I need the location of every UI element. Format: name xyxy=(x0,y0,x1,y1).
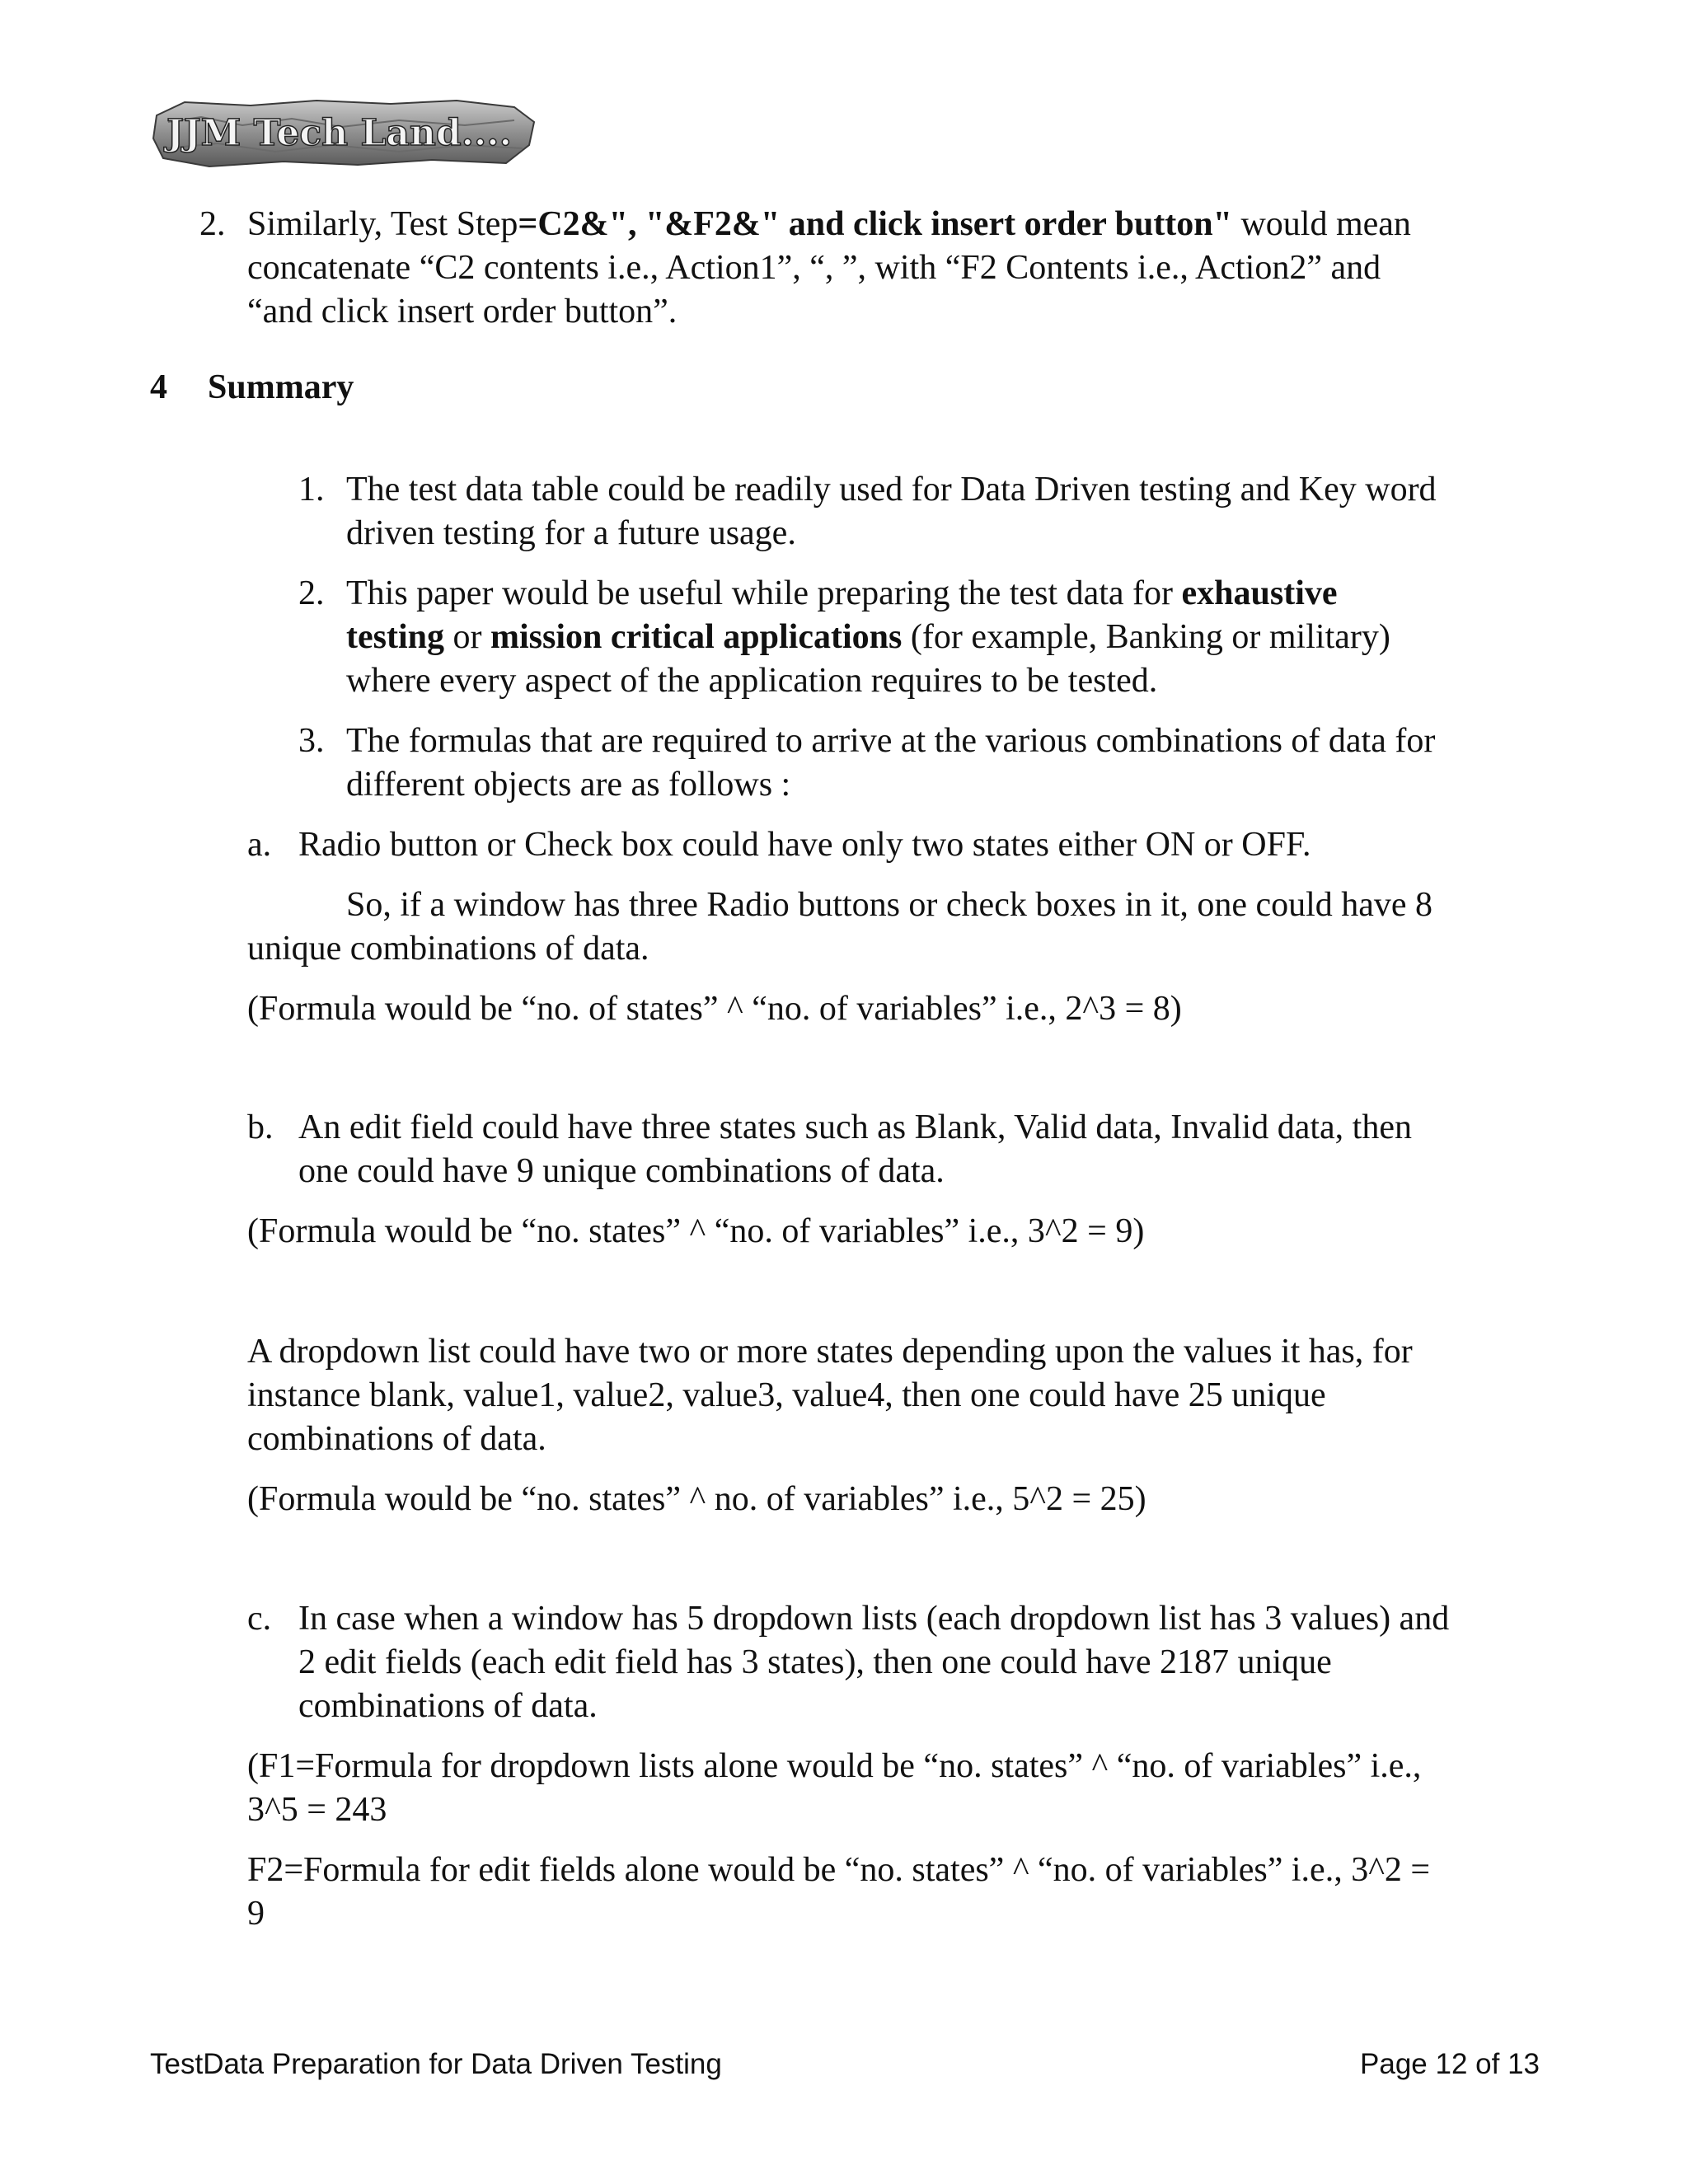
sub-b-line1: An edit field could have three states such as Blank, Valid data, Invalid data, then xyxy=(298,1108,1412,1146)
sub-c-line1: In case when a window has 5 dropdown lists (each dropdown list has 3 values) and xyxy=(298,1600,1450,1638)
summary-item-2-line2 xyxy=(346,616,1390,659)
footer-title: TestData Preparation for Data Driven Testing xyxy=(150,2048,722,2080)
intro-line1-post: would mean xyxy=(1231,205,1411,243)
sub-c-f2-line2: 9 xyxy=(247,1895,265,1933)
sub-b-formula: (Formula would be “no. states” ^ “no. of variables” i.e., 3^2 = 9) xyxy=(247,1212,1145,1250)
sub-b-letter: b. xyxy=(247,1108,274,1146)
summary-2-line2-post: (for example, Banking or military) xyxy=(902,618,1390,656)
dropdown-line2: instance blank, value1, value2, value3, value4, then one could have 25 unique xyxy=(247,1376,1326,1414)
summary-item-3-number: 3. xyxy=(298,722,325,760)
summary-item-3-line1: The formulas that are required to arrive at the various combinations of data for xyxy=(346,722,1436,760)
summary-2-line1-bold: exhaustive xyxy=(1181,574,1338,612)
dropdown-line3: combinations of data. xyxy=(247,1420,546,1458)
summary-item-2-line3: where every aspect of the application requires to be tested. xyxy=(346,662,1158,700)
section-number: 4 xyxy=(150,368,167,406)
sub-a-para-line2: unique combinations of data. xyxy=(247,930,649,968)
logo-text: JJM Tech Land.... xyxy=(166,112,512,154)
intro-item-line2: concatenate “C2 contents i.e., Action1”, “, ”, with “F2 Contents i.e., Action2” and xyxy=(247,249,1381,287)
sub-c-f2-line1: F2=Formula for edit fields alone would be “no. states” ^ “no. of variables” i.e., 3^2 = xyxy=(247,1851,1431,1889)
summary-item-2-line1 xyxy=(346,572,1338,616)
sub-c-line2: 2 edit fields (each edit field has 3 states), then one could have 2187 unique xyxy=(298,1643,1332,1681)
logo-graphic xyxy=(152,97,539,168)
section-title: Summary xyxy=(208,368,354,406)
sub-c-f1-line1: (F1=Formula for dropdown lists alone would be “no. states” ^ “no. of variables” i.e., xyxy=(247,1747,1422,1785)
summary-2-line2-bold2: mission critical applications xyxy=(490,618,903,656)
summary-2-line2-bold1: testing xyxy=(346,618,444,656)
intro-item-line1 xyxy=(247,203,1411,246)
sub-b-line2: one could have 9 unique combinations of data. xyxy=(298,1152,945,1190)
sub-a-formula: (Formula would be “no. of states” ^ “no. of variables” i.e., 2^3 = 8) xyxy=(247,990,1182,1028)
summary-item-3-line2: different objects are as follows : xyxy=(346,766,791,804)
summary-item-1-line1: The test data table could be readily used for Data Driven testing and Key word xyxy=(346,471,1437,509)
footer-page-number: Page 12 of 13 xyxy=(1360,2048,1540,2080)
company-logo xyxy=(152,97,539,168)
intro-item-line3: “and click insert order button”. xyxy=(247,293,678,330)
summary-2-line1-text: This paper would be useful while preparing the test data for xyxy=(346,574,1182,612)
summary-item-1-line2: driven testing for a future usage. xyxy=(346,514,796,552)
sub-a-letter: a. xyxy=(247,826,272,864)
summary-item-1-number: 1. xyxy=(298,471,325,509)
sub-c-letter: c. xyxy=(247,1600,272,1638)
intro-line1-text: Similarly, Test Step xyxy=(247,205,518,243)
dropdown-line1: A dropdown list could have two or more states depending upon the values it has, for xyxy=(247,1333,1413,1371)
summary-2-line2-mid: or xyxy=(444,618,490,656)
dropdown-formula: (Formula would be “no. states” ^ no. of variables” i.e., 5^2 = 25) xyxy=(247,1480,1146,1518)
summary-item-2-number: 2. xyxy=(298,574,325,612)
sub-a-line1: Radio button or Check box could have only two states either ON or OFF. xyxy=(298,826,1311,864)
sub-c-line3: combinations of data. xyxy=(298,1687,598,1725)
sub-a-para-line1: So, if a window has three Radio buttons or check boxes in it, one could have 8 xyxy=(346,886,1433,924)
intro-line1-bold: =C2&", "&F2&" and click insert order button" xyxy=(518,205,1232,243)
intro-item-number: 2. xyxy=(199,205,226,243)
sub-c-f1-line2: 3^5 = 243 xyxy=(247,1791,387,1829)
